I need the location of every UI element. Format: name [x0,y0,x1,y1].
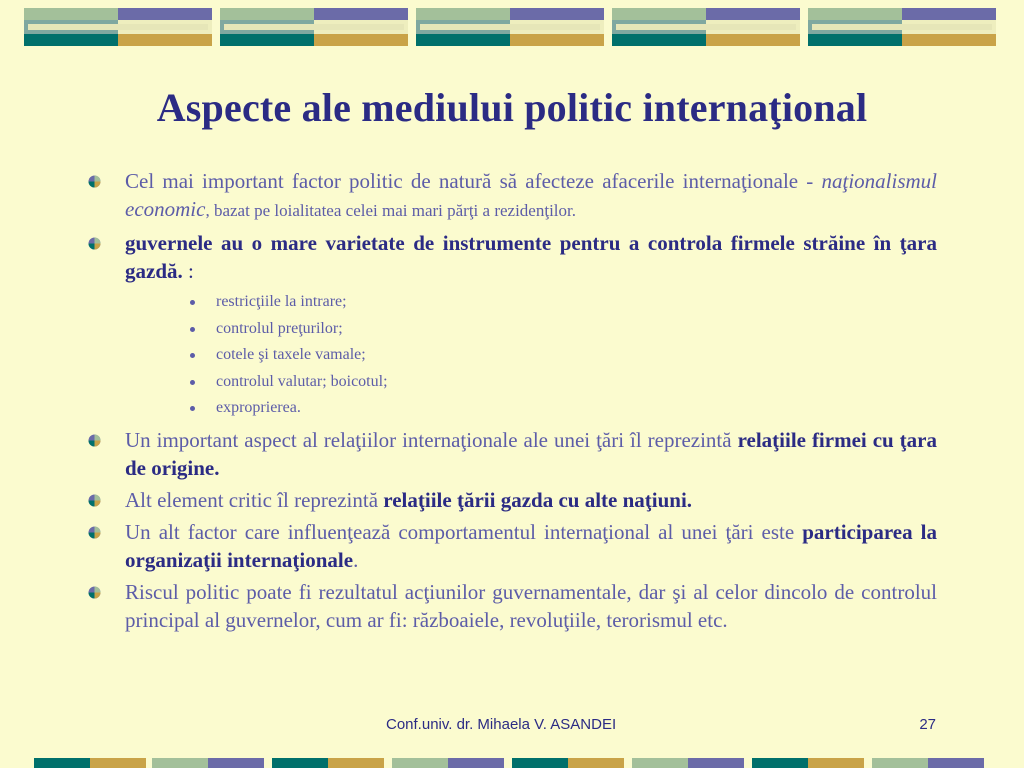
decor-segment [808,758,864,768]
bullet-firm-origin-relations [88,426,937,482]
list-item-text: cotele şi taxele vamale; [216,346,366,363]
dot-icon [190,300,195,305]
list-item [88,316,937,343]
decor-segment [34,758,90,768]
bullet-bold-text: guvernele au o mare varietate de instrumente pentru a controla firmele străine în ţara gazdă. [125,231,937,283]
decor-tile [808,8,996,46]
bullet-tail: , bazat pe loialitatea celei mai mari părţi a rezidenţilor. [205,201,576,220]
bullet-icon [88,494,101,507]
bullet-icon [88,237,101,250]
bullet-icon [88,175,101,188]
decor-segment [568,758,624,768]
bullet-italic-term: naţionalismul economic [125,169,937,221]
decor-tile [24,8,212,46]
list-item [88,395,937,422]
bullet-economic-nationalism [88,167,937,225]
bullet-text: Alt element critic îl reprezintă [125,487,384,512]
dot-icon [190,353,195,358]
decor-segment [448,758,504,768]
decor-segment [152,758,208,768]
decor-tile [416,8,604,46]
bullet-tail: : [182,259,194,283]
slide-content [88,167,937,638]
dot-icon [190,380,195,385]
list-item [88,289,937,316]
bullet-international-organizations [88,518,937,574]
bullet-text: Cel mai important factor politic de natură să afecteze afacerile internaţionale - [125,169,822,193]
decor-segment [872,758,928,768]
decor-segment [512,758,568,768]
bottom-decorative-band [0,758,1024,768]
bullet-bold-text: relaţiile firmei cu ţara de origine. [125,427,937,480]
bullet-icon [88,586,101,599]
decor-segment [272,758,328,768]
footer-author: Conf.univ. dr. Mihaela V. ASANDEI [386,716,617,733]
list-item-text: controlul valutar; boicotul; [216,372,388,390]
decor-segment [328,758,384,768]
decor-segment [392,758,448,768]
bullet-bold-text: participarea la organizaţii internaţionale [125,519,937,572]
bullet-text: Riscul politic poate fi rezultatul acţiunilor guvernamentale, dar şi al celor dincolo de controlul principal al guvernelor, cum ar fi: războaiele, revoluţiile, terorismul etc. [125,579,937,632]
bullet-text: Un important aspect al relaţiilor internaţionale ale unei ţări îl reprezintă [125,427,738,452]
bullet-icon [88,526,101,539]
bullet-government-instruments [88,229,937,285]
list-item [88,369,937,396]
decor-segment [632,758,688,768]
dot-icon [190,406,195,411]
bullet-tail: . [353,547,359,572]
bullet-icon [88,434,101,447]
top-decorative-band [0,0,1024,50]
list-item [88,342,937,369]
bullet-bold-text: relaţiile ţării gazda cu alte naţiuni. [383,487,693,512]
decor-segment [90,758,146,768]
slide-title: Aspecte ale mediului politic internaţional [156,85,868,130]
decor-tile [612,8,800,46]
list-item-text: controlul preţurilor; [216,319,343,337]
decor-tile [220,8,408,46]
decor-segment [688,758,744,768]
bullet-text: Un alt factor care influenţează comportamentul internaţional al unei ţări este [125,519,803,544]
bullet-host-country-relations [88,486,937,514]
instruments-sublist [88,289,937,422]
decor-segment [752,758,808,768]
dot-icon [190,327,195,332]
list-item-text: exproprierea. [216,399,301,416]
page-number: 27 [919,716,936,733]
decor-segment [208,758,264,768]
bullet-political-risk [88,578,937,634]
decor-segment [928,758,984,768]
list-item-text: restricţiile la intrare; [216,293,347,310]
